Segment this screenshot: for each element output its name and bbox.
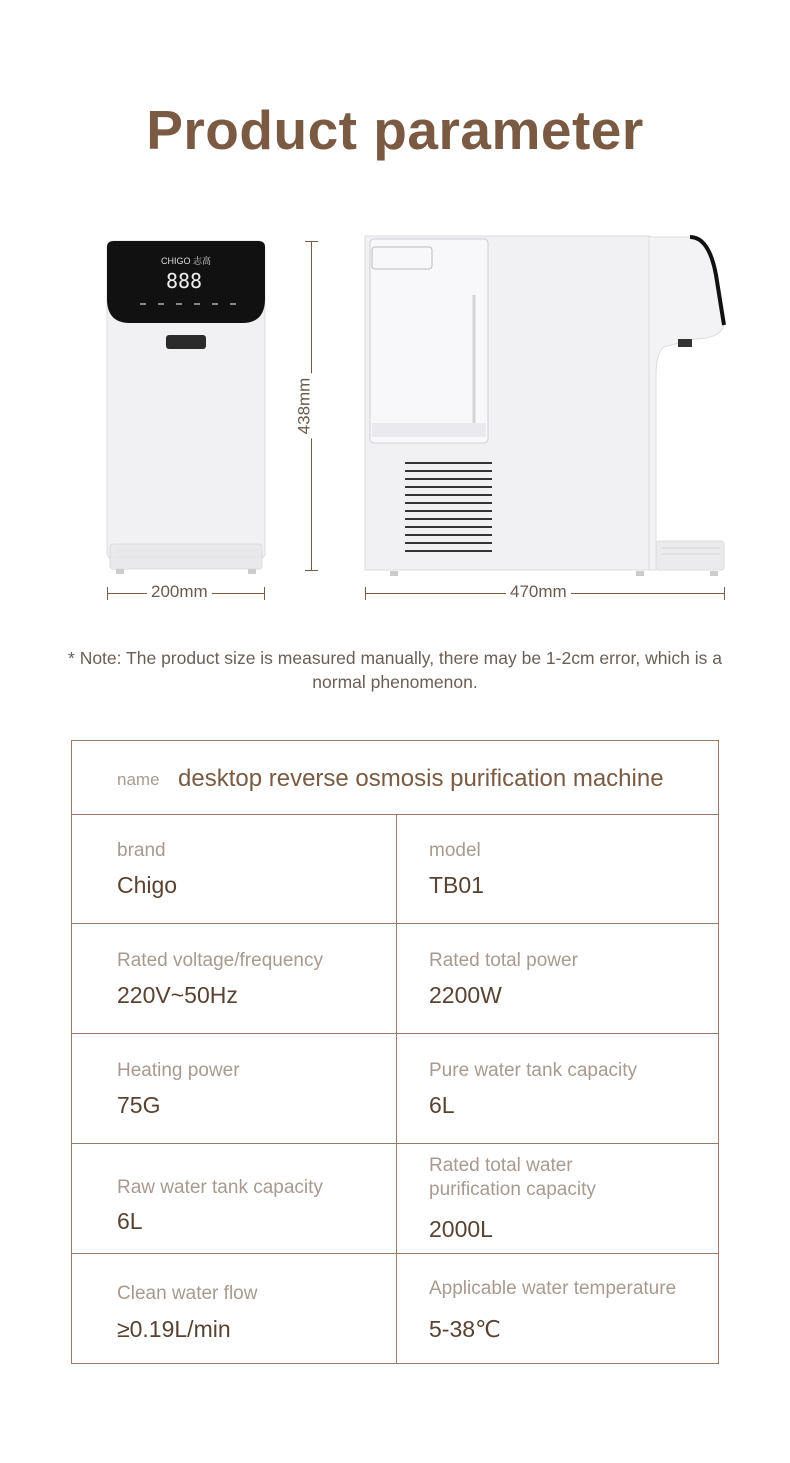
spec-cell-pure-tank (397, 1034, 718, 1143)
spec-label: Heating power (117, 1060, 240, 1081)
spec-value: 2200W (429, 982, 502, 1008)
device-logo: CHIGO 志高 (160, 256, 212, 266)
front-width-cap-left (107, 587, 108, 600)
spec-cell-model (397, 814, 718, 923)
spec-value: Chigo (117, 872, 178, 898)
spec-name-row (72, 741, 718, 815)
spec-value: 6L (117, 1208, 143, 1234)
front-width-cap-right (264, 587, 265, 600)
spec-table (71, 740, 719, 1364)
height-dimension-cap-bottom (305, 570, 318, 571)
side-depth-cap-left (365, 587, 366, 600)
spec-label: Pure water tank capacity (429, 1060, 638, 1081)
spec-name-value: desktop reverse osmosis purification machine (178, 765, 664, 792)
spec-value: 6L (429, 1092, 455, 1118)
spec-label: model (429, 840, 481, 861)
spec-label: Raw water tank capacity (117, 1177, 323, 1198)
spec-value: 75G (117, 1092, 161, 1118)
spec-cell-water-flow (72, 1254, 396, 1363)
spec-name-label: name (117, 770, 160, 789)
spec-cell-total-power (397, 924, 718, 1033)
height-dimension-label: 438mm (294, 374, 314, 439)
spec-cell-heating-power (72, 1034, 396, 1143)
front-width-label: 200mm (147, 582, 212, 602)
spec-cell-brand (72, 814, 396, 923)
height-dimension-cap-top (305, 241, 318, 242)
device-display: 888 (165, 269, 203, 293)
spec-value: 2000L (429, 1216, 493, 1242)
spec-cell-raw-tank (72, 1144, 396, 1253)
measurement-note: * Note: The product size is measured manually, there may be 1-2cm error, which is a normal phenomenon. (68, 648, 722, 692)
spec-label: Rated voltage/frequency (117, 950, 323, 971)
page-title: Product parameter (146, 99, 644, 161)
spec-label: Clean water flow (117, 1283, 258, 1304)
side-depth-cap-right (724, 587, 725, 600)
spec-value: ≥0.19L/min (117, 1316, 231, 1342)
spec-value: 5-38℃ (429, 1316, 501, 1342)
front-view-illustration (106, 239, 266, 575)
spec-cell-water-temperature (397, 1254, 718, 1363)
spec-value: 220V~50Hz (117, 982, 238, 1008)
spec-cell-voltage (72, 924, 396, 1033)
spec-label: Rated total power (429, 950, 578, 971)
spec-label: Rated total water purification capacity (429, 1155, 596, 1200)
spec-label: Applicable water temperature (429, 1278, 677, 1299)
spec-label: brand (117, 840, 166, 861)
side-depth-label: 470mm (506, 582, 571, 602)
side-view-illustration (364, 235, 726, 577)
spec-cell-purification-capacity (397, 1144, 718, 1253)
spec-value: TB01 (429, 872, 484, 898)
